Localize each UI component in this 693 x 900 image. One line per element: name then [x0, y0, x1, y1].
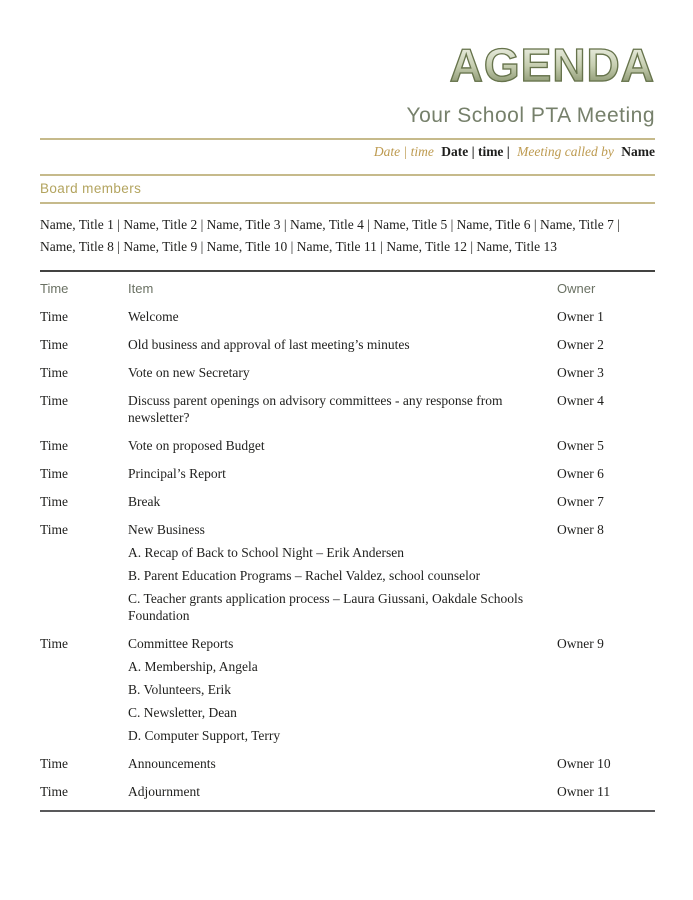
board-members-list: Name, Title 1 | Name, Title 2 | Name, Title 3 | Name, Title 4 | Name, Title 5 | Name, Title 6 | Name, Title 7 | Name, Title 8 | Name, Title 9 | Name, Title 10 | Name, Title 11 | Name, Title 12 | Name, Title 13: [40, 217, 620, 254]
table-row: [40, 465, 655, 482]
row-item-label: Committee Reports: [128, 636, 234, 651]
row-time: Time: [40, 365, 69, 380]
row-subitem: C. Teacher grants application process – Laura Giussani, Oakdale Schools Foundation: [128, 591, 524, 623]
row-owner: Owner 6: [557, 466, 604, 481]
row-owner: Owner 11: [557, 784, 611, 799]
date-line: [40, 143, 655, 160]
row-time: Time: [40, 393, 69, 408]
row-item-label: New Business: [128, 522, 205, 537]
row-item: Announcements: [128, 756, 216, 771]
row-owner: Owner 5: [557, 438, 604, 453]
row-time: Time: [40, 438, 69, 453]
table-row: [40, 755, 655, 772]
table-header-row: [40, 272, 655, 297]
meeting-subtitle: Your School PTA Meeting: [406, 104, 655, 127]
column-header-owner: Owner: [557, 281, 596, 296]
row-owner: Owner 2: [557, 337, 604, 352]
row-item: Old business and approval of last meeting’s minutes: [128, 337, 410, 352]
agenda-table: [40, 270, 655, 812]
row-owner: Owner 7: [557, 494, 604, 509]
header-divider: [40, 138, 655, 140]
meeting-called-by-value: Name: [621, 144, 655, 159]
table-row: [40, 308, 655, 325]
row-subitem: A. Membership, Angela: [128, 659, 258, 674]
row-item: Vote on proposed Budget: [128, 438, 265, 453]
row-item: Welcome: [128, 309, 179, 324]
row-item: Principal’s Report: [128, 466, 226, 481]
row-time: Time: [40, 522, 69, 537]
row-time: Time: [40, 309, 69, 324]
table-row: [40, 336, 655, 353]
meeting-called-by-label: Meeting called by: [517, 144, 614, 159]
table-row: [40, 635, 655, 744]
board-members-section: [40, 174, 655, 204]
table-row: [40, 437, 655, 454]
column-header-time: Time: [40, 281, 69, 296]
table-row: [40, 521, 655, 624]
row-item: [128, 521, 557, 624]
row-item: Vote on new Secretary: [128, 365, 250, 380]
row-item: [128, 635, 557, 744]
row-item: Discuss parent openings on advisory committees - any response from newsletter?: [128, 393, 503, 425]
row-subitem: A. Recap of Back to School Night – Erik Andersen: [128, 545, 404, 560]
date-time-label: Date | time: [373, 144, 434, 159]
row-item: Break: [128, 494, 161, 509]
table-row: [40, 783, 655, 800]
row-time: Time: [40, 337, 69, 352]
table-row: [40, 364, 655, 381]
row-subitem: B. Volunteers, Erik: [128, 682, 231, 697]
row-time: Time: [40, 466, 69, 481]
row-owner: Owner 3: [557, 365, 604, 380]
row-subitem: B. Parent Education Programs – Rachel Valdez, school counselor: [128, 568, 481, 583]
page-title: AGENDA: [40, 42, 655, 88]
row-owner: Owner 9: [557, 636, 604, 651]
row-owner: Owner 10: [557, 756, 611, 771]
row-time: Time: [40, 494, 69, 509]
board-members-heading: Board members: [40, 181, 142, 196]
row-subitem: C. Newsletter, Dean: [128, 705, 237, 720]
row-time: Time: [40, 784, 69, 799]
row-item: Adjournment: [128, 784, 200, 799]
row-owner: Owner 8: [557, 522, 604, 537]
table-row: [40, 493, 655, 510]
row-owner: Owner 1: [557, 309, 604, 324]
date-time-value: Date | time |: [441, 144, 510, 159]
row-owner: Owner 4: [557, 393, 604, 408]
column-header-item: Item: [128, 281, 154, 296]
row-subitem: D. Computer Support, Terry: [128, 728, 281, 743]
table-row: [40, 392, 655, 426]
row-time: Time: [40, 636, 69, 651]
row-time: Time: [40, 756, 69, 771]
